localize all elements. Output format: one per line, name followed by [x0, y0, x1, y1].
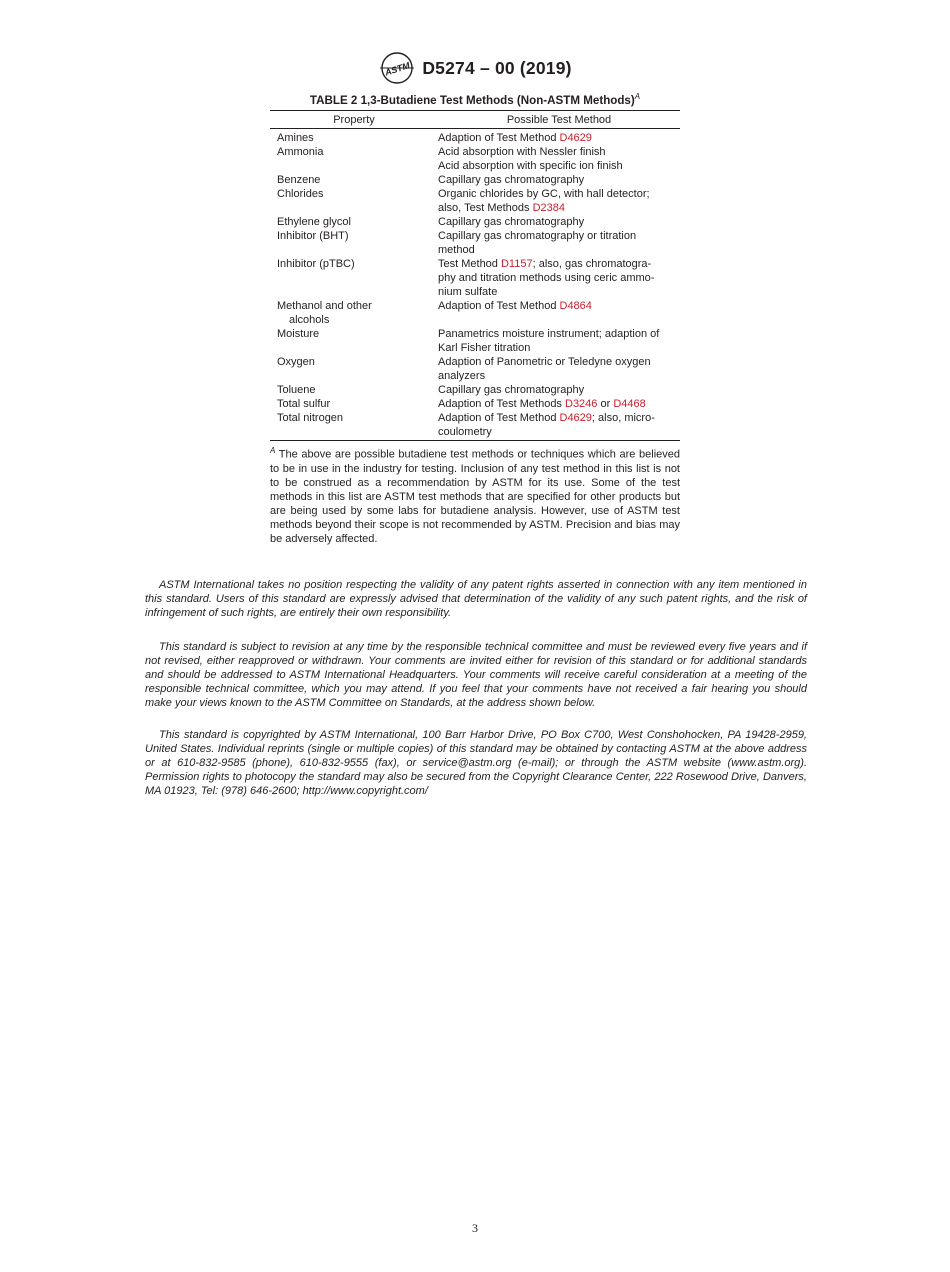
method-line	[438, 285, 680, 299]
method-text: analyzers	[438, 369, 486, 382]
method-line	[438, 341, 680, 355]
reference-link[interactable]: D1157	[500, 257, 533, 270]
column-header-method: Possible Test Method	[438, 110, 680, 128]
method-line	[438, 159, 680, 173]
method-line	[438, 215, 680, 229]
property-cell	[270, 299, 438, 327]
method-text: also, Test Methods	[438, 201, 533, 214]
document-designation: D5274 – 00 (2019)	[422, 57, 572, 78]
table-caption	[270, 92, 680, 107]
method-cell	[438, 411, 680, 441]
astm-logo-icon	[378, 50, 416, 86]
reference-link[interactable]: D4864	[559, 299, 592, 312]
method-line	[438, 383, 680, 397]
patent-notice: ASTM International takes no position respecting the validity of any patent rights asserted in connection with any item mentioned in this standard. Users of this standard are expressly advised that determination of the validity of any such patent rights, and the risk of infringement of such rights, are entirely their own responsibility.	[145, 579, 807, 619]
method-text: Adaption of Test Methods	[438, 397, 565, 410]
property-text: Total nitrogen	[277, 411, 344, 424]
method-text: Capillary gas chromatography	[438, 383, 585, 396]
property-cell	[270, 145, 438, 173]
method-text: coulometry	[438, 425, 492, 438]
method-line	[438, 271, 680, 285]
copyright-notice: This standard is copyrighted by ASTM International, 100 Barr Harbor Drive, PO Box C700, West Conshohocken, PA 19428-2959, United States. Individual reprints (single or multiple copies) of this standard may be obtained by contacting ASTM at the above address or at 610-832-9585 (phone), 610-832-9555 (fax), or service@astm.org (e-mail); or through the ASTM website (www.astm.org). Permission rights to photocopy the standard may also be secured from the Copyright Clearance Center, 222 Rosewood Drive, Danvers, MA 01923, Tel: (978) 646-2600; http://www.copyright.com/	[145, 729, 807, 797]
method-line	[438, 411, 680, 425]
table-footnote	[270, 444, 680, 546]
property-cell	[270, 411, 438, 441]
revision-notice: This standard is subject to revision at any time by the responsible technical committee and must be reviewed every five years and if not revised, either reapproved or withdrawn. Your comments are invited either for revision of this standard or for additional standards and should be addressed to ASTM International Headquarters. Your comments will receive careful consideration at a meeting of the responsible technical committee, which you may attend. If you feel that your comments have not received a fair hearing you should make your views known to the ASTM Committee on Standards, at the address shown below.	[145, 641, 807, 709]
property-text: Toluene	[277, 383, 316, 396]
property-cell	[270, 173, 438, 187]
method-line	[438, 229, 680, 243]
method-cell	[438, 383, 680, 397]
reference-link[interactable]: D3246	[565, 397, 598, 410]
property-text: Chlorides	[277, 187, 324, 200]
header-inner	[378, 50, 571, 86]
column-header-property: Property	[270, 110, 438, 128]
footnote-text: The above are possible butadiene test methods or techniques which are believed to be in use in the industry for testing. Inclusion of any test method in this list is not to be construed as a recommendation by ASTM for its use. Some of the test methods in this list are ASTM test methods that are specified for other products but are being used by some labs for butadiene analysis. However, use of ASTM test methods beyond their scope is not recommended by ASTM. Precision and bias may be adversely affected.	[270, 448, 680, 545]
method-cell	[438, 327, 680, 355]
test-methods-table	[270, 110, 680, 441]
table-row	[270, 397, 680, 411]
property-cell	[270, 187, 438, 215]
method-line	[438, 187, 680, 201]
table-row	[270, 411, 680, 441]
table-2-block	[270, 92, 680, 546]
method-text: ; also, micro-	[591, 411, 655, 424]
table-row	[270, 173, 680, 187]
property-text: Inhibitor (BHT)	[277, 229, 349, 242]
table-header-row	[270, 110, 680, 128]
table-row	[270, 327, 680, 355]
method-text: Acid absorption with Nessler finish	[438, 145, 606, 158]
property-text: Oxygen	[277, 355, 315, 368]
method-text: Adaption of Panometric or Teledyne oxygen	[438, 355, 651, 368]
property-text: Total sulfur	[277, 397, 331, 410]
page-number: 3	[472, 1221, 478, 1235]
reference-link[interactable]: D4629	[559, 131, 592, 144]
property-cell	[270, 355, 438, 383]
method-line	[438, 243, 680, 257]
method-text: Test Method	[438, 257, 501, 270]
table-row	[270, 229, 680, 257]
method-line	[438, 397, 680, 411]
property-cell	[270, 128, 438, 145]
method-text: Adaption of Test Method	[438, 299, 560, 312]
method-cell	[438, 145, 680, 173]
table-row	[270, 215, 680, 229]
reference-link[interactable]: D4629	[559, 411, 592, 424]
caption-note-mark: A	[634, 92, 641, 101]
method-cell	[438, 397, 680, 411]
method-line	[438, 257, 680, 271]
method-cell	[438, 215, 680, 229]
method-cell	[438, 299, 680, 327]
property-text: Ethylene glycol	[277, 215, 351, 228]
table-row	[270, 355, 680, 383]
reference-link[interactable]: D4468	[613, 397, 646, 410]
method-line	[438, 355, 680, 369]
method-text: or	[597, 397, 614, 410]
table-row	[270, 128, 680, 145]
method-line	[438, 173, 680, 187]
property-text: Benzene	[277, 173, 321, 186]
method-cell	[438, 173, 680, 187]
method-text: Karl Fisher titration	[438, 341, 531, 354]
method-cell	[438, 355, 680, 383]
method-text: Capillary gas chromatography	[438, 173, 585, 186]
property-cell	[270, 257, 438, 299]
property-cell	[270, 327, 438, 355]
method-cell	[438, 229, 680, 257]
property-text: Ammonia	[277, 145, 324, 158]
method-text: Organic chlorides by GC, with hall detector;	[438, 187, 650, 200]
property-text: Amines	[277, 131, 314, 144]
method-text: Capillary gas chromatography	[438, 215, 585, 228]
property-cell	[270, 383, 438, 397]
method-line	[438, 369, 680, 383]
method-text: ; also, gas chromatogra-	[532, 257, 652, 270]
reference-link[interactable]: D2384	[532, 201, 565, 214]
method-cell	[438, 187, 680, 215]
page-header	[0, 50, 950, 91]
method-line	[438, 299, 680, 313]
table-row	[270, 383, 680, 397]
method-line	[438, 131, 680, 145]
method-line	[438, 201, 680, 215]
property-text: Inhibitor (pTBC)	[277, 257, 355, 270]
table-row	[270, 299, 680, 327]
table-caption-text: TABLE 2 1,3-Butadiene Test Methods (Non-ASTM Methods)	[309, 93, 635, 107]
method-line	[438, 327, 680, 341]
property-cell	[270, 397, 438, 411]
property-text: Methanol and other	[277, 299, 372, 312]
method-text: Capillary gas chromatography or titration	[438, 229, 637, 242]
property-cell	[270, 229, 438, 257]
method-line	[438, 425, 680, 439]
table-row	[270, 257, 680, 299]
method-text: Adaption of Test Method	[438, 131, 560, 144]
method-text: Adaption of Test Method	[438, 411, 560, 424]
method-line	[438, 145, 680, 159]
property-cell	[270, 215, 438, 229]
method-text: Acid absorption with specific ion finish	[438, 159, 623, 172]
property-text: alcohols	[289, 313, 330, 326]
method-text: Panametrics moisture instrument; adaption of	[438, 327, 660, 340]
logo-text: ASTM	[383, 60, 412, 78]
method-text: method	[438, 243, 475, 256]
footnote-mark: A	[270, 445, 276, 455]
table-body	[270, 128, 680, 440]
method-cell	[438, 257, 680, 299]
table-row	[270, 145, 680, 173]
method-text: phy and titration methods using ceric ammo-	[438, 271, 655, 284]
property-text: Moisture	[277, 327, 320, 340]
table-row	[270, 187, 680, 215]
method-text: nium sulfate	[438, 285, 498, 298]
method-cell	[438, 128, 680, 145]
